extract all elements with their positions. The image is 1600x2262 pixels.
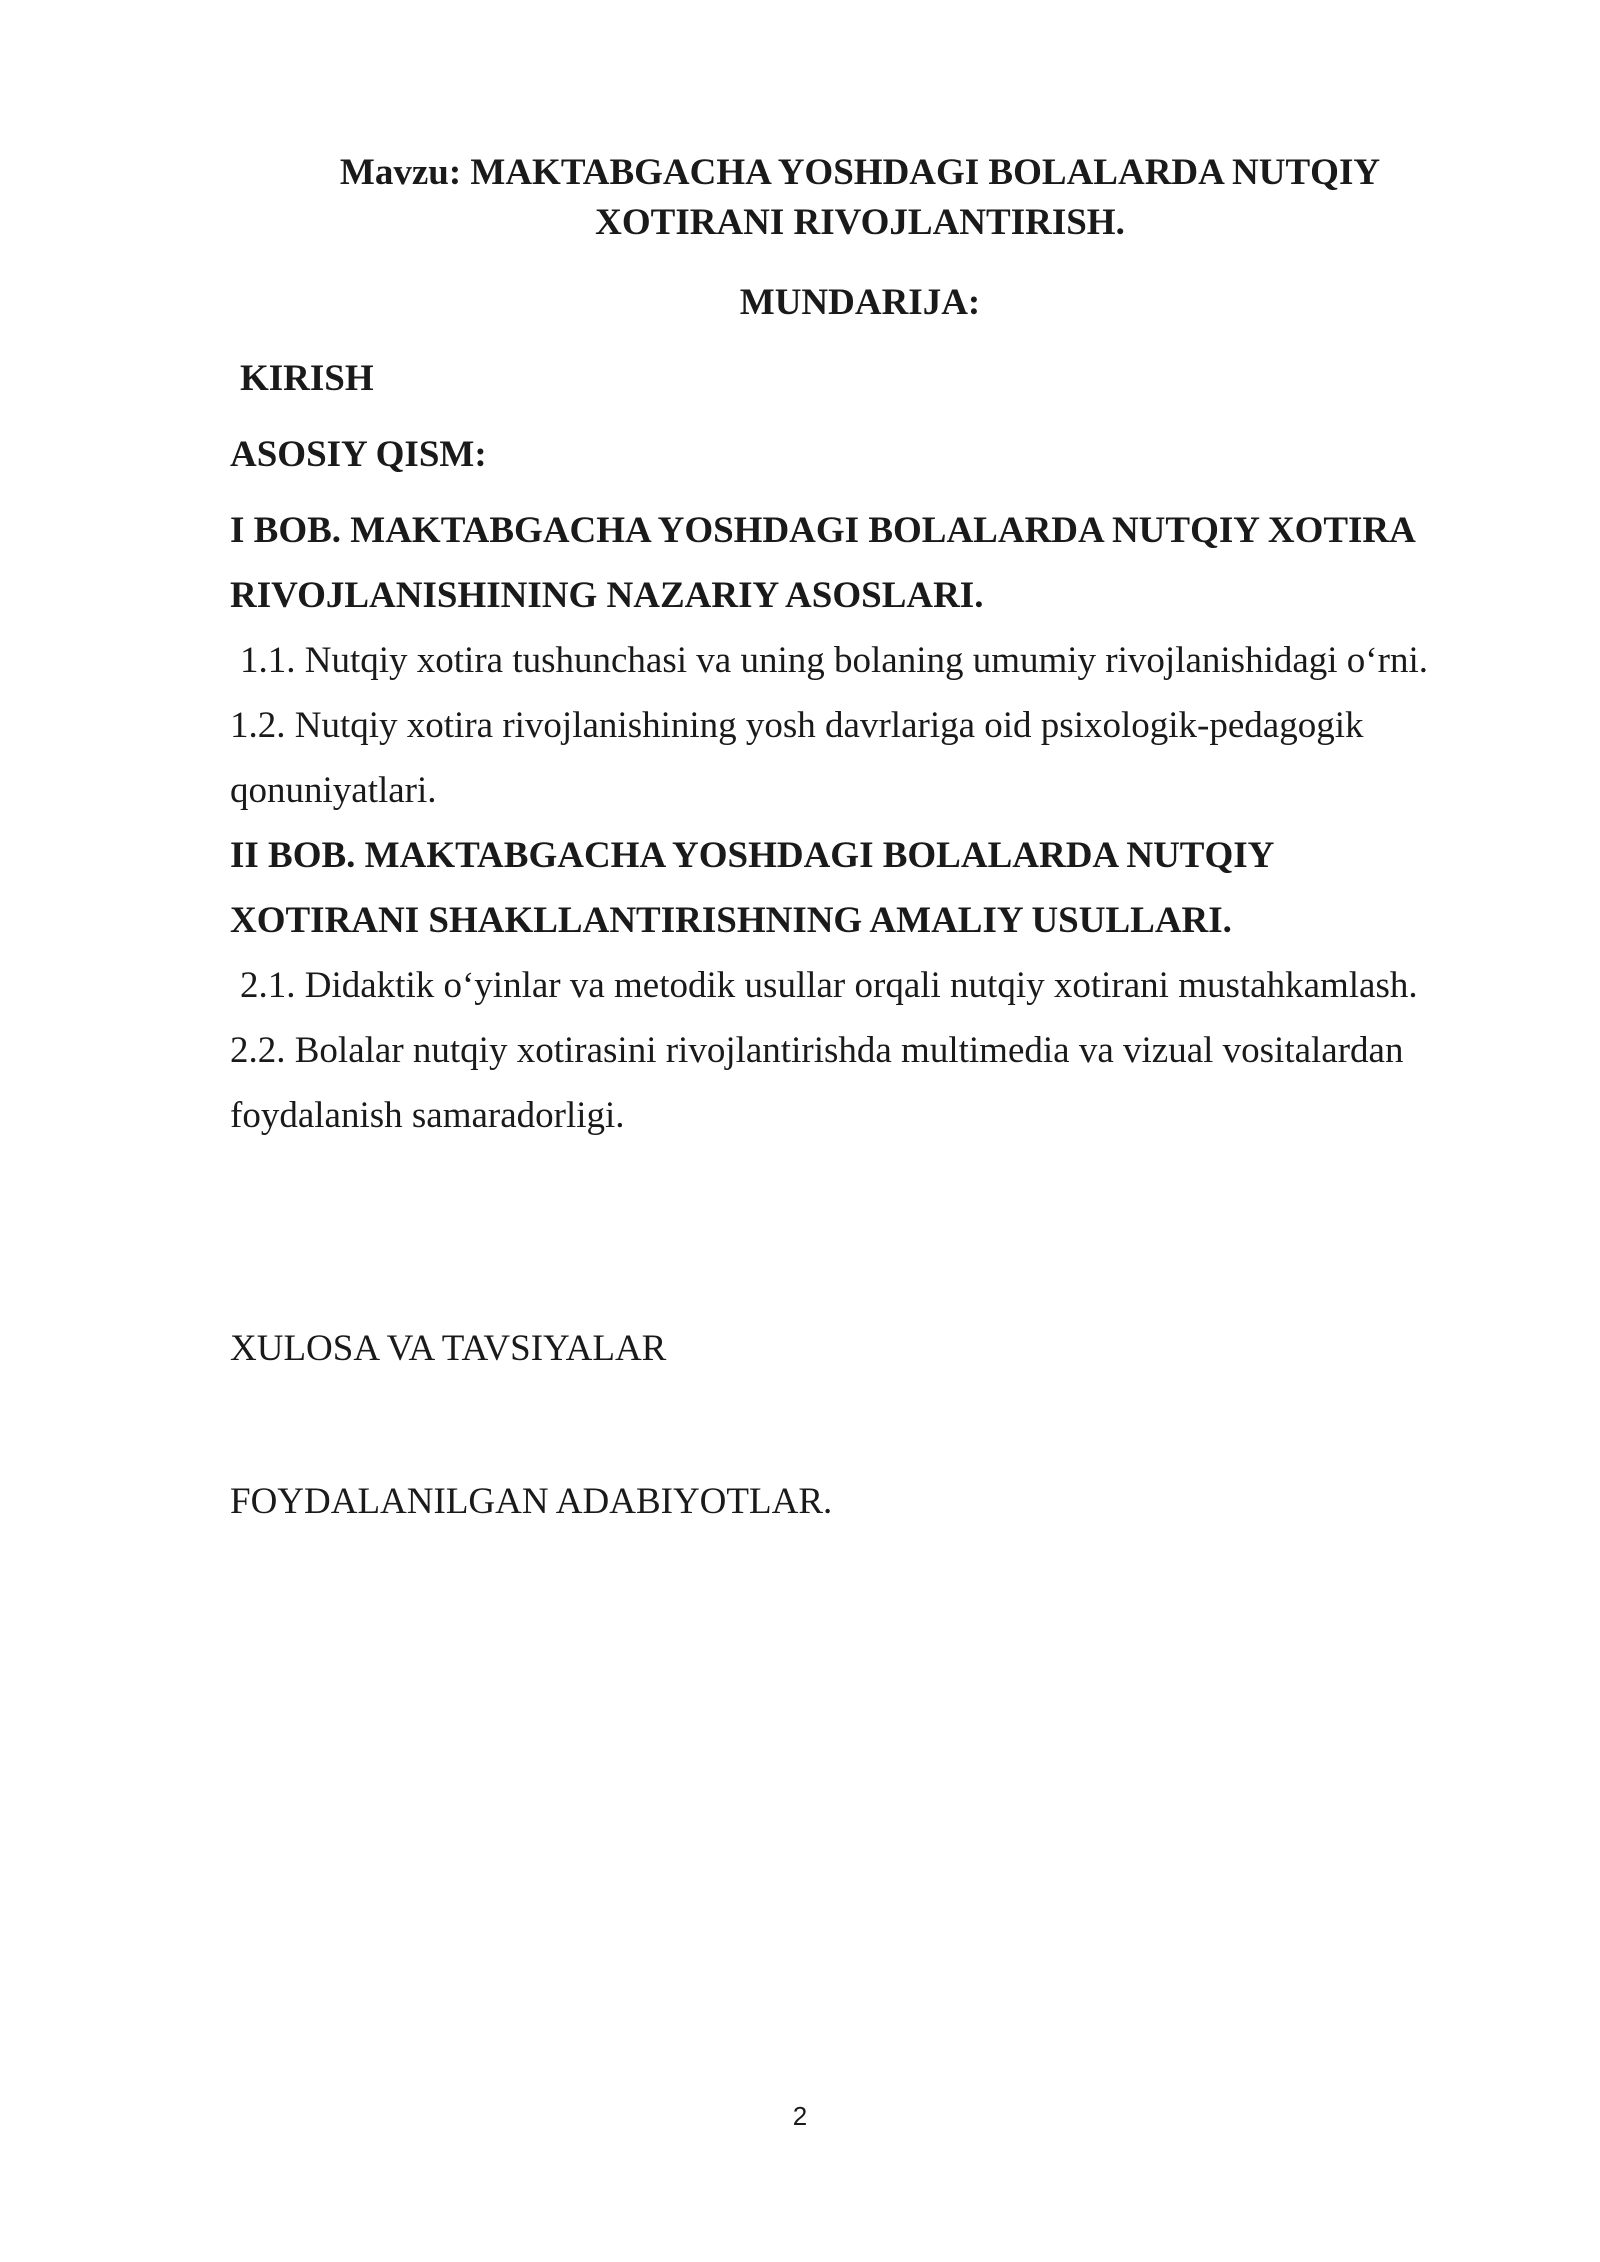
toc-section-2-1: 2.1. Didaktik o‘yinlar va metodik usullar orqali nutqiy xotirani mustahkamlash. <box>240 965 1418 1006</box>
toc-item-conclusion: XULOSA VA TAVSIYALAR <box>230 1328 667 1369</box>
toc-item-kirish: KIRISH <box>240 358 374 399</box>
toc-section-2-2-line-1: 2.2. Bolalar nutqiy xotirasini rivojlantirishda multimedia va vizual vositalardan <box>230 1030 1404 1071</box>
toc-section-1-2-line-2: qonuniyatlari. <box>230 770 437 811</box>
toc-item-asosiy-qism: ASOSIY QISM: <box>230 434 487 475</box>
toc-chapter-1-line-2: RIVOJLANISHINING NAZARIY ASOSLARI. <box>230 575 984 616</box>
title-line-2: XOTIRANI RIVOJLANTIRISH. <box>595 202 1125 243</box>
title-line-1: Mavzu: MAKTABGACHA YOSHDAGI BOLALARDA NUTQIY <box>339 152 1381 193</box>
toc-section-2-2-line-2: foydalanish samaradorligi. <box>230 1095 625 1136</box>
toc-chapter-1-line-1: I BOB. MAKTABGACHA YOSHDAGI BOLALARDA NUTQIY XOTIRA <box>230 510 1416 551</box>
toc-section-1-2-line-1: 1.2. Nutqiy xotira rivojlanishining yosh davrlariga oid psixologik-pedagogik <box>230 705 1364 746</box>
toc-chapter-2-line-2: XOTIRANI SHAKLLANTIRISHNING AMALIY USULLARI. <box>230 900 1232 941</box>
document-title <box>230 148 1490 248</box>
toc-section-1-1: 1.1. Nutqiy xotira tushunchasi va uning bolaning umumiy rivojlanishidagi o‘rni. <box>240 640 1428 681</box>
toc-item-references: FOYDALANILGAN ADABIYOTLAR. <box>230 1481 833 1522</box>
page-number: 2 <box>792 2101 808 2131</box>
toc-heading: MUNDARIJA: <box>739 282 981 323</box>
toc-chapter-2-line-1: II BOB. MAKTABGACHA YOSHDAGI BOLALARDA NUTQIY <box>230 835 1275 876</box>
